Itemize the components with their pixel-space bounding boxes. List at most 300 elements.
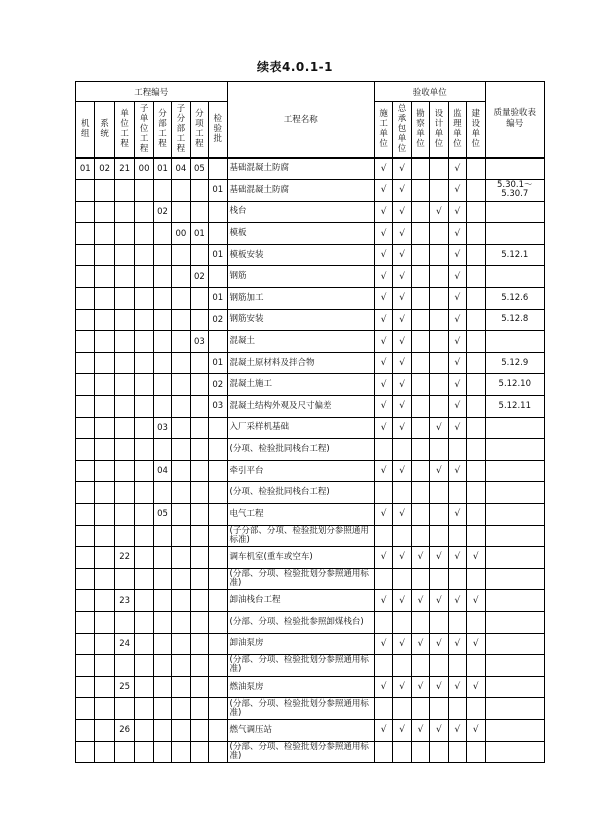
code-cell-c4 <box>135 568 153 590</box>
code-cell-c2 <box>95 460 114 482</box>
code-cell-c1 <box>76 482 95 504</box>
code-cell-c4 <box>135 504 153 526</box>
code-cell-c6: 00 <box>172 223 190 245</box>
check-cell-sj <box>430 439 448 461</box>
code-cell-c7: 01 <box>190 223 208 245</box>
code-cell-c1 <box>76 331 95 353</box>
check-cell-kc <box>411 741 429 763</box>
check-cell-jl: √ <box>448 309 466 331</box>
code-cell-c4 <box>135 374 153 396</box>
table-row <box>76 288 545 310</box>
check-cell-zcb: √ <box>393 633 411 655</box>
header-jianli: 监理单位 <box>448 102 466 158</box>
check-cell-kc: √ <box>411 590 429 612</box>
check-cell-zcb: √ <box>393 676 411 698</box>
code-cell-c8 <box>209 698 227 720</box>
check-cell-js <box>467 201 485 223</box>
check-cell-js <box>467 439 485 461</box>
check-cell-js: √ <box>467 547 485 569</box>
code-cell-c8 <box>209 266 227 288</box>
code-cell-c1 <box>76 568 95 590</box>
code-cell-c7 <box>190 525 208 547</box>
check-cell-js: √ <box>467 633 485 655</box>
code-cell-c5 <box>153 482 171 504</box>
check-cell-sg: √ <box>374 201 392 223</box>
check-cell-zcb <box>393 525 411 547</box>
check-cell-kc: √ <box>411 633 429 655</box>
code-cell-c2 <box>95 309 114 331</box>
check-cell-kc <box>411 482 429 504</box>
code-cell-c4 <box>135 590 153 612</box>
header-project-name: 工程名称 <box>227 82 374 158</box>
check-cell-sj <box>430 352 448 374</box>
code-cell-c7 <box>190 180 208 202</box>
code-cell-c2 <box>95 633 114 655</box>
code-cell-c8: 01 <box>209 244 227 266</box>
check-cell-js <box>467 482 485 504</box>
code-cell-c8: 02 <box>209 374 227 396</box>
check-cell-js <box>467 741 485 763</box>
code-cell-c8 <box>209 504 227 526</box>
form-number-cell: 5.12.11 <box>485 396 544 418</box>
check-cell-zcb: √ <box>393 244 411 266</box>
code-cell-c1 <box>76 655 95 677</box>
check-cell-sg: √ <box>374 417 392 439</box>
form-number-cell <box>485 504 544 526</box>
check-cell-jl: √ <box>448 676 466 698</box>
code-cell-c4 <box>135 439 153 461</box>
check-cell-js <box>467 158 485 180</box>
check-cell-jl <box>448 741 466 763</box>
table-row <box>76 719 545 741</box>
check-cell-zcb <box>393 482 411 504</box>
code-cell-c8 <box>209 655 227 677</box>
code-cell-c3 <box>114 288 134 310</box>
code-cell-c7 <box>190 719 208 741</box>
code-cell-c2 <box>95 547 114 569</box>
code-cell-c3 <box>114 698 134 720</box>
code-cell-c7 <box>190 417 208 439</box>
code-cell-c8 <box>209 482 227 504</box>
code-cell-c3 <box>114 482 134 504</box>
code-cell-c2 <box>95 504 114 526</box>
form-number-cell <box>485 719 544 741</box>
code-cell-c5: 04 <box>153 460 171 482</box>
table-row <box>76 374 545 396</box>
check-cell-kc <box>411 201 429 223</box>
code-cell-c3 <box>114 439 134 461</box>
check-cell-js <box>467 309 485 331</box>
code-cell-c5 <box>153 331 171 353</box>
project-name-cell: 电气工程 <box>227 504 374 526</box>
project-name-cell: 基础混凝土防腐 <box>227 180 374 202</box>
code-cell-c8 <box>209 719 227 741</box>
code-cell-c3 <box>114 568 134 590</box>
table-row <box>76 633 545 655</box>
code-cell-c4 <box>135 741 153 763</box>
code-cell-c4 <box>135 266 153 288</box>
code-cell-c1 <box>76 374 95 396</box>
project-name-cell: 混凝土原材料及拌合物 <box>227 352 374 374</box>
project-name-cell: (分部、分项、检验批划分参照通用标准) <box>227 568 374 590</box>
code-cell-c1 <box>76 266 95 288</box>
code-cell-c1 <box>76 590 95 612</box>
code-cell-c3 <box>114 655 134 677</box>
code-cell-c3 <box>114 396 134 418</box>
check-cell-zcb: √ <box>393 223 411 245</box>
code-cell-c5 <box>153 309 171 331</box>
check-cell-jl: √ <box>448 396 466 418</box>
check-cell-sj <box>430 525 448 547</box>
check-cell-sg <box>374 439 392 461</box>
check-cell-sj <box>430 396 448 418</box>
code-cell-c4 <box>135 417 153 439</box>
code-cell-c1 <box>76 719 95 741</box>
code-cell-c4 <box>135 525 153 547</box>
code-cell-c7 <box>190 676 208 698</box>
check-cell-js <box>467 525 485 547</box>
check-cell-js: √ <box>467 590 485 612</box>
check-cell-kc <box>411 417 429 439</box>
form-number-cell: 5.12.9 <box>485 352 544 374</box>
code-cell-c1 <box>76 396 95 418</box>
code-cell-c8 <box>209 158 227 180</box>
table-row <box>76 741 545 763</box>
code-cell-c6 <box>172 741 190 763</box>
check-cell-zcb: √ <box>393 417 411 439</box>
form-number-cell <box>485 655 544 677</box>
code-cell-c6 <box>172 504 190 526</box>
check-cell-jl: √ <box>448 158 466 180</box>
code-cell-c2 <box>95 741 114 763</box>
check-cell-sj: √ <box>430 460 448 482</box>
form-number-cell: 5.12.10 <box>485 374 544 396</box>
check-cell-js <box>467 396 485 418</box>
acceptance-table <box>75 81 545 763</box>
code-cell-c4 <box>135 676 153 698</box>
code-cell-c5 <box>153 698 171 720</box>
check-cell-sg: √ <box>374 244 392 266</box>
code-cell-c3 <box>114 331 134 353</box>
form-number-cell <box>485 460 544 482</box>
code-cell-c8: 01 <box>209 288 227 310</box>
check-cell-zcb: √ <box>393 352 411 374</box>
form-number-cell <box>485 266 544 288</box>
code-cell-c8 <box>209 201 227 223</box>
code-cell-c5 <box>153 266 171 288</box>
code-cell-c7 <box>190 201 208 223</box>
code-cell-c7 <box>190 374 208 396</box>
check-cell-zcb <box>393 655 411 677</box>
code-cell-c6 <box>172 309 190 331</box>
check-cell-zcb: √ <box>393 266 411 288</box>
check-cell-js <box>467 244 485 266</box>
project-name-cell: 卸油栈台工程 <box>227 590 374 612</box>
code-cell-c5 <box>153 741 171 763</box>
code-cell-c6 <box>172 244 190 266</box>
check-cell-js <box>467 266 485 288</box>
project-name-cell: 钢筋安装 <box>227 309 374 331</box>
project-name-cell: 燃油泵房 <box>227 676 374 698</box>
form-number-cell: 5.12.8 <box>485 309 544 331</box>
code-cell-c1: 01 <box>76 158 95 180</box>
check-cell-zcb <box>393 439 411 461</box>
code-cell-c1 <box>76 633 95 655</box>
form-number-cell <box>485 611 544 633</box>
project-name-cell: 调车机室(重车或空车) <box>227 547 374 569</box>
check-cell-sg: √ <box>374 180 392 202</box>
code-cell-c8: 03 <box>209 396 227 418</box>
code-cell-c7 <box>190 547 208 569</box>
check-cell-sg <box>374 655 392 677</box>
check-cell-kc: √ <box>411 547 429 569</box>
code-cell-c6 <box>172 374 190 396</box>
code-cell-c7 <box>190 568 208 590</box>
check-cell-sg: √ <box>374 288 392 310</box>
table-row <box>76 439 545 461</box>
code-cell-c7 <box>190 460 208 482</box>
code-cell-c5 <box>153 396 171 418</box>
code-cell-c5 <box>153 288 171 310</box>
code-cell-c4 <box>135 460 153 482</box>
check-cell-js: √ <box>467 676 485 698</box>
code-cell-c8 <box>209 439 227 461</box>
check-cell-sj <box>430 331 448 353</box>
code-cell-c2 <box>95 417 114 439</box>
code-cell-c3 <box>114 309 134 331</box>
code-cell-c4 <box>135 201 153 223</box>
table-row <box>76 417 545 439</box>
code-cell-c6 <box>172 676 190 698</box>
code-cell-c8: 01 <box>209 180 227 202</box>
check-cell-jl: √ <box>448 223 466 245</box>
check-cell-sg: √ <box>374 460 392 482</box>
code-cell-c8 <box>209 331 227 353</box>
check-cell-zcb: √ <box>393 460 411 482</box>
header-jianyanpi: 检验批 <box>209 102 227 158</box>
code-cell-c1 <box>76 547 95 569</box>
check-cell-sj <box>430 741 448 763</box>
code-cell-c4 <box>135 309 153 331</box>
code-cell-c8 <box>209 741 227 763</box>
project-name-cell: (分部、分项、检验批划分参照通用标准) <box>227 741 374 763</box>
code-cell-c3 <box>114 223 134 245</box>
code-cell-c5 <box>153 655 171 677</box>
check-cell-sg: √ <box>374 504 392 526</box>
code-cell-c6 <box>172 655 190 677</box>
code-cell-c4 <box>135 655 153 677</box>
check-cell-kc <box>411 655 429 677</box>
check-cell-zcb: √ <box>393 331 411 353</box>
code-cell-c1 <box>76 223 95 245</box>
table-row <box>76 547 545 569</box>
table-row <box>76 396 545 418</box>
check-cell-zcb: √ <box>393 158 411 180</box>
code-cell-c4 <box>135 223 153 245</box>
project-name-cell: 牵引平台 <box>227 460 374 482</box>
code-cell-c2 <box>95 698 114 720</box>
check-cell-jl: √ <box>448 374 466 396</box>
check-cell-kc <box>411 352 429 374</box>
table-row <box>76 331 545 353</box>
code-cell-c5 <box>153 180 171 202</box>
table-body <box>76 158 545 763</box>
check-cell-sj: √ <box>430 633 448 655</box>
form-number-cell <box>485 331 544 353</box>
check-cell-jl: √ <box>448 331 466 353</box>
code-cell-c1 <box>76 698 95 720</box>
code-cell-c5 <box>153 374 171 396</box>
check-cell-kc <box>411 439 429 461</box>
check-cell-sj <box>430 158 448 180</box>
code-cell-c2 <box>95 396 114 418</box>
check-cell-sg: √ <box>374 158 392 180</box>
code-cell-c4 <box>135 611 153 633</box>
check-cell-jl <box>448 568 466 590</box>
check-cell-sg <box>374 525 392 547</box>
code-cell-c7: 05 <box>190 158 208 180</box>
check-cell-kc <box>411 504 429 526</box>
project-name-cell: 入厂采样机基础 <box>227 417 374 439</box>
header-fenxiang: 分项工程 <box>190 102 208 158</box>
code-cell-c7 <box>190 396 208 418</box>
check-cell-sg <box>374 698 392 720</box>
code-cell-c5 <box>153 439 171 461</box>
check-cell-jl <box>448 611 466 633</box>
code-cell-c2 <box>95 568 114 590</box>
code-cell-c3: 21 <box>114 158 134 180</box>
code-cell-c8 <box>209 590 227 612</box>
check-cell-zcb: √ <box>393 201 411 223</box>
form-number-cell <box>485 547 544 569</box>
check-cell-js <box>467 460 485 482</box>
header-jianshe: 建设单位 <box>467 102 485 158</box>
check-cell-jl <box>448 525 466 547</box>
table-row <box>76 698 545 720</box>
check-cell-js <box>467 331 485 353</box>
project-name-cell: (分部、分项、检验批划分参照通用标准) <box>227 655 374 677</box>
check-cell-jl: √ <box>448 547 466 569</box>
form-number-cell <box>485 568 544 590</box>
check-cell-zcb: √ <box>393 719 411 741</box>
check-cell-sj <box>430 611 448 633</box>
check-cell-jl <box>448 439 466 461</box>
code-cell-c5 <box>153 525 171 547</box>
check-cell-js <box>467 504 485 526</box>
check-cell-js <box>467 698 485 720</box>
check-cell-sg: √ <box>374 590 392 612</box>
check-cell-sg <box>374 611 392 633</box>
project-name-cell: (子分部、分项、检验批划分参照通用标准) <box>227 525 374 547</box>
code-cell-c2 <box>95 525 114 547</box>
header-shigong: 施工单位 <box>374 102 392 158</box>
check-cell-kc <box>411 158 429 180</box>
code-cell-c3: 24 <box>114 633 134 655</box>
page-title: 续表4.0.1-1 <box>257 60 333 74</box>
check-cell-sg <box>374 482 392 504</box>
code-cell-c7 <box>190 288 208 310</box>
check-cell-kc <box>411 568 429 590</box>
code-cell-c6 <box>172 482 190 504</box>
header-jizu: 机组 <box>76 102 95 158</box>
check-cell-kc <box>411 244 429 266</box>
check-cell-sj: √ <box>430 676 448 698</box>
code-cell-c5 <box>153 590 171 612</box>
check-cell-jl: √ <box>448 288 466 310</box>
check-cell-js <box>467 417 485 439</box>
form-number-cell: 5.12.6 <box>485 288 544 310</box>
code-cell-c2 <box>95 223 114 245</box>
project-name-cell: (分部、分项、检验批划分参照通用标准) <box>227 698 374 720</box>
table-row <box>76 504 545 526</box>
project-name-cell: (分项、检验批同栈台工程) <box>227 482 374 504</box>
code-cell-c1 <box>76 352 95 374</box>
code-cell-c3 <box>114 374 134 396</box>
form-number-cell <box>485 633 544 655</box>
code-cell-c2 <box>95 288 114 310</box>
code-cell-c8 <box>209 611 227 633</box>
table-row <box>76 266 545 288</box>
check-cell-sj <box>430 482 448 504</box>
header-zongchengbao: 总承包单位 <box>393 102 411 158</box>
header-zifenbu: 子分部工程 <box>172 102 190 158</box>
project-name-cell: 钢筋加工 <box>227 288 374 310</box>
table-row <box>76 352 545 374</box>
check-cell-sg: √ <box>374 331 392 353</box>
code-cell-c1 <box>76 201 95 223</box>
code-cell-c2 <box>95 611 114 633</box>
header-danwei: 单位工程 <box>114 102 134 158</box>
form-number-cell: 5.30.1～ 5.30.7 <box>485 180 544 202</box>
code-cell-c6 <box>172 417 190 439</box>
check-cell-js <box>467 611 485 633</box>
code-cell-c5 <box>153 244 171 266</box>
check-cell-sg: √ <box>374 547 392 569</box>
code-cell-c6 <box>172 288 190 310</box>
form-number-cell <box>485 741 544 763</box>
form-number-cell <box>485 482 544 504</box>
check-cell-jl: √ <box>448 352 466 374</box>
form-number-cell <box>485 201 544 223</box>
code-cell-c6 <box>172 633 190 655</box>
check-cell-sg: √ <box>374 309 392 331</box>
code-cell-c5 <box>153 633 171 655</box>
code-cell-c3 <box>114 741 134 763</box>
check-cell-zcb: √ <box>393 590 411 612</box>
code-cell-c3 <box>114 244 134 266</box>
project-name-cell: 模板 <box>227 223 374 245</box>
check-cell-js <box>467 352 485 374</box>
check-cell-sg: √ <box>374 633 392 655</box>
code-cell-c6 <box>172 611 190 633</box>
check-cell-sj <box>430 568 448 590</box>
code-cell-c6 <box>172 439 190 461</box>
check-cell-sg: √ <box>374 676 392 698</box>
table-row <box>76 309 545 331</box>
table-row <box>76 201 545 223</box>
code-cell-c6 <box>172 352 190 374</box>
check-cell-jl <box>448 482 466 504</box>
code-cell-c8: 02 <box>209 309 227 331</box>
check-cell-sj: √ <box>430 719 448 741</box>
code-cell-c4 <box>135 352 153 374</box>
code-cell-c8 <box>209 525 227 547</box>
code-cell-c1 <box>76 525 95 547</box>
check-cell-zcb: √ <box>393 504 411 526</box>
code-cell-c7 <box>190 309 208 331</box>
project-name-cell: 栈台 <box>227 201 374 223</box>
code-cell-c3: 22 <box>114 547 134 569</box>
